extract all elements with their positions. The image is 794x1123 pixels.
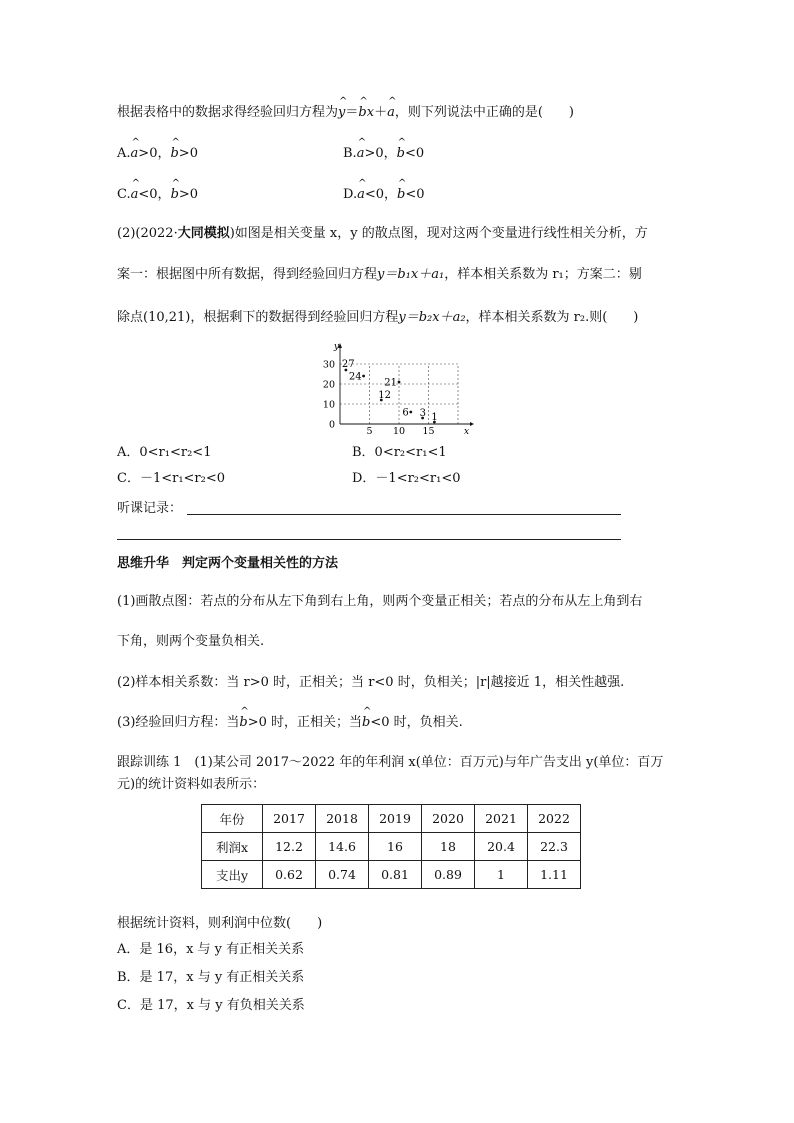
notes-line-1[interactable]	[187, 514, 621, 515]
data-label: 27	[341, 359, 355, 370]
table-cell: 利润x	[202, 833, 263, 861]
q2-text: 案一：根据图中所有数据，得到经验回归方程	[117, 267, 378, 282]
option-b[interactable]: B．是 17，x 与 y 有正相关关系	[117, 970, 305, 985]
table-cell: 0.74	[316, 861, 369, 889]
p3-text: (3)经验回归方程：当	[117, 715, 240, 730]
question-1-stem	[117, 104, 574, 122]
data-label: 12	[378, 390, 392, 401]
y-tick-label: 0	[328, 419, 335, 431]
b-hat: ^ b	[358, 104, 366, 122]
regression-eq-1: y＝b₁x＋a₁	[377, 267, 445, 282]
scatter-plot	[318, 340, 478, 438]
option-cond: >0	[178, 187, 199, 202]
table-cell: 16	[369, 833, 422, 861]
summary-p2: (2)样本相关系数：当 r>0 时，正相关；当 r<0 时，负相关；|r|越接近 1，相关性越强.	[117, 675, 625, 690]
a-hat: ^ a	[387, 104, 395, 122]
summary-p1a: (1)画散点图：若点的分布从左下角到右上角，则两个变量正相关；若点的分布从左上角到右	[117, 594, 643, 609]
b-hat: ^ b	[362, 714, 370, 732]
option-cond: <0，	[364, 187, 398, 202]
table-header-cell: 2019	[369, 805, 422, 833]
table-header-row	[202, 805, 581, 833]
b-hat: ^ b	[171, 186, 179, 204]
table-cell: 22.3	[528, 833, 581, 861]
tracking-line2: 元)的统计资料如表所示：	[117, 777, 266, 792]
a-hat: ^ a	[357, 145, 365, 163]
option-cond: >0，	[364, 146, 397, 161]
x-tick-label: 15	[422, 426, 435, 437]
option-c[interactable]: C．－1<r₁<r₂<0	[117, 471, 226, 486]
data-point	[362, 375, 365, 378]
p3-text: <0 时，负相关.	[370, 715, 463, 730]
a-hat: ^ a	[131, 145, 139, 163]
option-cond: >0，	[138, 146, 171, 161]
stem-tail: ，则下列说法中正确的是( )	[394, 105, 574, 120]
option-label: B.	[343, 146, 357, 161]
x-tick-label: 10	[392, 426, 406, 437]
option-c[interactable]	[117, 186, 198, 204]
table-header-cell: 2020	[422, 805, 475, 833]
data-label: 21	[384, 377, 397, 389]
option-b[interactable]: B．0<r₂<r₁<1	[352, 445, 447, 460]
option-d[interactable]	[343, 186, 425, 204]
regression-eq-2: y＝b₂x＋a₂	[398, 310, 466, 325]
plus-sign: ＋	[374, 105, 388, 120]
option-cond: <0	[404, 146, 425, 161]
summary-p3	[117, 714, 463, 732]
p3-text: >0 时，正相关；当	[247, 715, 363, 730]
table-cell: 0.81	[369, 861, 422, 889]
y-tick-label: 30	[322, 359, 335, 371]
x-axis-label: x	[464, 427, 470, 437]
table-row	[202, 861, 581, 889]
question-3-stem: 根据统计资料，则利润中位数( )	[117, 916, 323, 931]
table-header-cell: 2022	[528, 805, 581, 833]
option-label: D.	[343, 187, 358, 202]
table-header-cell: 2018	[316, 805, 369, 833]
question-2-line1	[117, 225, 648, 243]
b-hat: ^ b	[170, 145, 178, 163]
source-bold: 大同模拟	[177, 226, 230, 241]
summary-title: 思维升华 判定两个变量相关性的方法	[117, 556, 339, 571]
notes-label: 听课记录：	[117, 501, 183, 516]
y-axis-label: y	[333, 342, 339, 352]
table-cell: 14.6	[316, 833, 369, 861]
table-cell: 0.89	[422, 861, 475, 889]
stats-table	[201, 804, 581, 889]
stem-text: 根据表格中的数据求得经验回归方程为	[117, 105, 339, 120]
b-hat: ^ b	[239, 714, 247, 732]
plot-axes	[333, 342, 474, 437]
data-label: 6	[402, 407, 409, 419]
data-label: 24	[348, 371, 362, 383]
table-row	[202, 833, 581, 861]
q2-text: (2)(2022·	[117, 226, 178, 241]
summary-p1b: 下角，则两个变量负相关.	[117, 634, 265, 649]
table-header-cell: 年份	[202, 805, 263, 833]
option-cond: <0	[405, 187, 425, 202]
equals-sign: ＝	[345, 105, 359, 120]
table-cell: 1	[475, 861, 528, 889]
option-a[interactable]: A．是 16，x 与 y 有正相关关系	[117, 942, 305, 957]
table-cell: 1.11	[528, 861, 581, 889]
a-hat: ^ a	[357, 186, 365, 204]
table-cell: 支出y	[202, 861, 263, 889]
y-tick-label: 10	[322, 399, 335, 411]
data-label: 1	[431, 412, 438, 423]
option-label: C.	[117, 187, 131, 202]
option-label: A.	[117, 146, 131, 161]
option-a[interactable]	[117, 145, 198, 163]
q2-text: 除点(10,21)，根据剩下的数据得到经验回归方程	[117, 310, 399, 325]
data-label: 3	[419, 408, 426, 419]
q2-text: ，样本相关系数为 r₁；方案二：剔	[444, 267, 642, 282]
question-2-line3	[117, 309, 638, 327]
notes-line-2[interactable]	[117, 539, 621, 540]
table-cell: 20.4	[475, 833, 528, 861]
option-cond: >0	[178, 146, 198, 161]
q2-text: )如图是相关变量 x，y 的散点图，现对这两个变量进行线性相关分析，方	[229, 226, 648, 241]
x-axis-arrow	[470, 422, 474, 426]
table-cell: 12.2	[263, 833, 316, 861]
table-cell: 0.62	[263, 861, 316, 889]
question-2-line2	[117, 266, 642, 284]
data-point	[398, 381, 401, 384]
q2-text: ，样本相关系数为 r₂.则( )	[465, 310, 639, 325]
b-hat: ^ b	[397, 186, 405, 204]
x-var: x	[366, 105, 375, 120]
table-cell: 18	[422, 833, 475, 861]
table-header-cell: 2017	[263, 805, 316, 833]
x-tick-label: 5	[366, 426, 373, 437]
a-hat: ^ a	[131, 186, 139, 204]
plot-points	[342, 359, 438, 423]
y-tick-label: 20	[322, 379, 335, 391]
y-hat: ^ y	[338, 104, 345, 122]
option-a[interactable]: A．0<r₁<r₂<1	[117, 445, 212, 460]
option-b[interactable]	[343, 145, 424, 163]
b-hat: ^ b	[397, 145, 405, 163]
option-c[interactable]: C．是 17，x 与 y 有负相关关系	[117, 998, 305, 1013]
option-d[interactable]: D．－1<r₂<r₁<0	[352, 471, 461, 486]
data-point	[409, 411, 412, 414]
table-header-cell: 2021	[475, 805, 528, 833]
option-cond: <0，	[138, 187, 171, 202]
tracking-line1: 跟踪训练 1 (1)某公司 2017～2022 年的年利润 x(单位：百万元)与年广告支出 y(单位：百万	[117, 755, 664, 770]
